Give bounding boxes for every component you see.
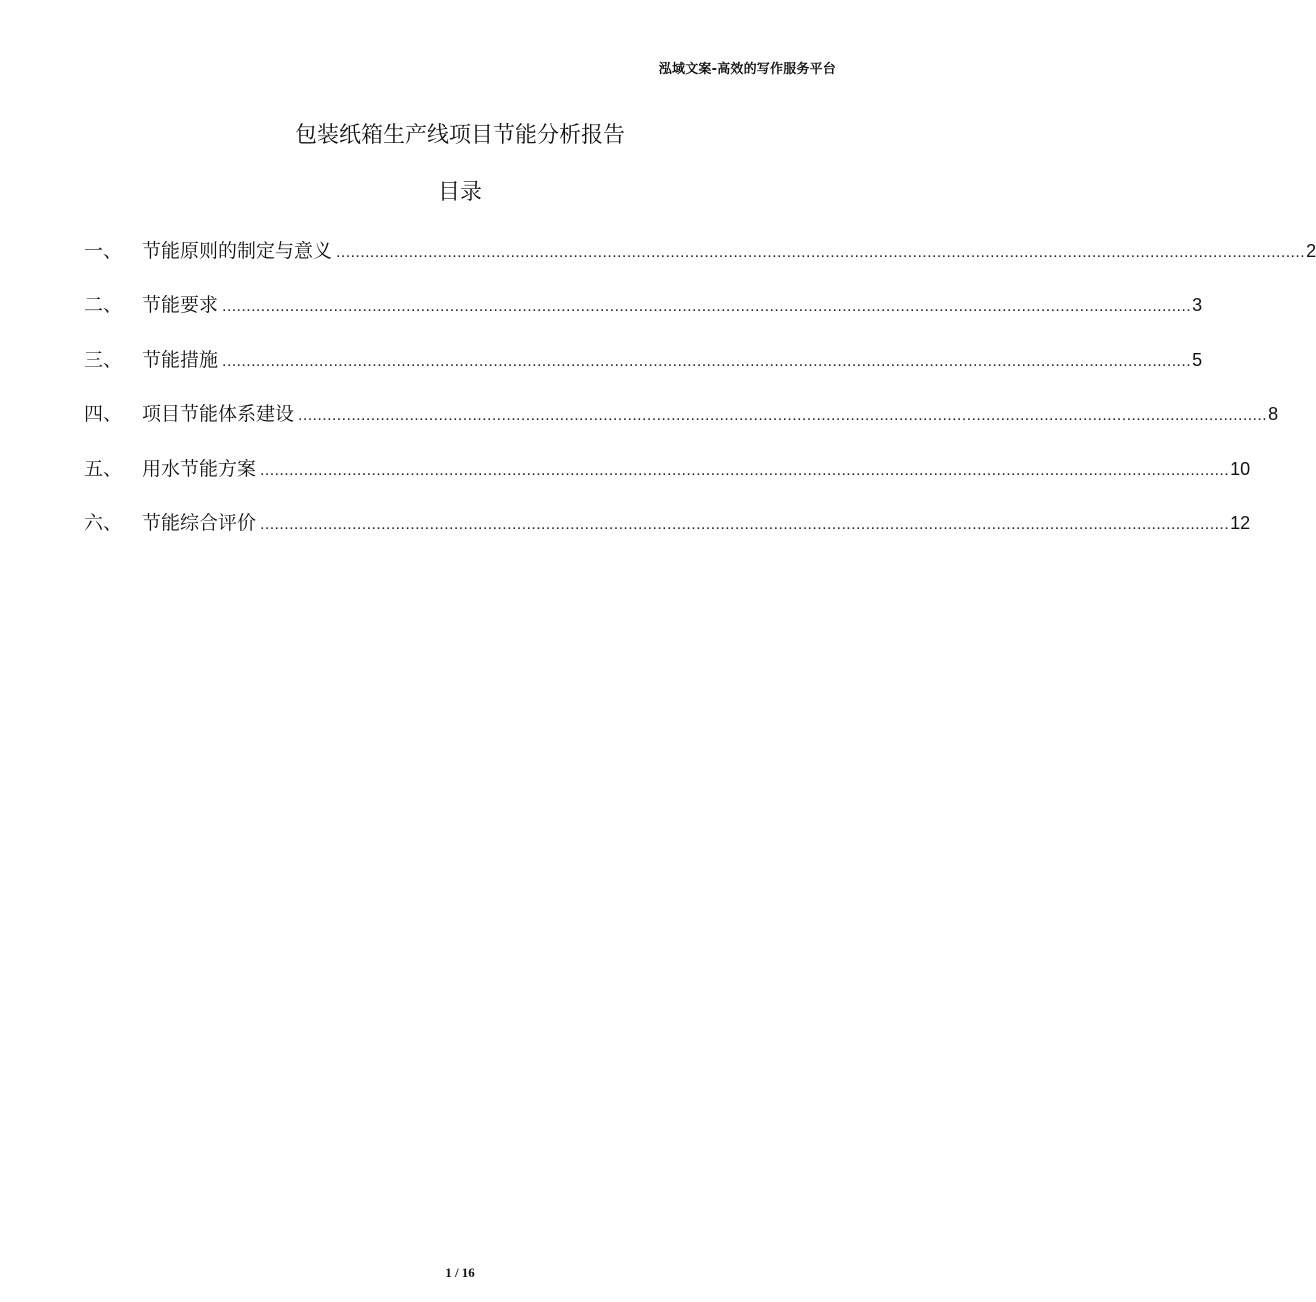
toc-entry-label: 节能原则的制定与意义	[142, 240, 333, 262]
toc-entry-number: 三、	[84, 348, 123, 371]
toc-entry-page: 12	[1230, 512, 1251, 533]
toc-entry[interactable]	[84, 454, 1251, 508]
toc-dot-leader: ........................................................................................................................................................................................................	[298, 407, 1268, 425]
toc-dot-leader: ........................................................................................................................................................................................................	[222, 352, 1192, 370]
toc-entry-page: 3	[1192, 295, 1203, 316]
toc-entry-number: 二、	[84, 294, 123, 317]
page-header: 泓域文案-高效的写作服务平台	[658, 62, 836, 77]
toc-entry-label: 用水节能方案	[142, 457, 257, 480]
toc-entry[interactable]	[84, 345, 1203, 399]
toc-dot-leader: ........................................................................................................................................................................................................	[260, 461, 1230, 479]
toc-entry-number: 六、	[84, 511, 123, 534]
toc-entry-page: 5	[1192, 349, 1203, 370]
toc-entry-label: 节能综合评价	[142, 511, 257, 534]
toc-entry-label: 节能措施	[142, 348, 219, 371]
toc-entry[interactable]	[84, 290, 1203, 344]
toc-heading: 目录	[437, 180, 482, 205]
toc-entry-number: 一、	[84, 240, 123, 262]
toc-entry-label: 节能要求	[142, 294, 219, 317]
toc-entry[interactable]	[84, 508, 1251, 562]
toc-dot-leader: ........................................................................................................................................................................................................	[336, 244, 1306, 261]
toc-dot-leader: ........................................................................................................................................................................................................	[260, 515, 1230, 533]
toc-dot-leader: ........................................................................................................................................................................................................	[222, 298, 1192, 316]
toc-entry-page: 8	[1268, 404, 1279, 425]
document-title: 包装纸箱生产线项目节能分析报告	[294, 123, 625, 148]
page-footer: 1 / 16	[445, 1265, 475, 1280]
toc-entry-label: 项目节能体系建设	[142, 403, 295, 426]
toc-entry-number: 四、	[84, 403, 123, 426]
toc-entry-page: 10	[1230, 458, 1251, 479]
toc-entry[interactable]	[84, 399, 1279, 453]
toc-entry-number: 五、	[84, 457, 123, 480]
toc-entry[interactable]	[84, 236, 1316, 290]
toc-entry-page: 2	[1306, 241, 1316, 261]
table-of-contents	[84, 236, 1316, 562]
